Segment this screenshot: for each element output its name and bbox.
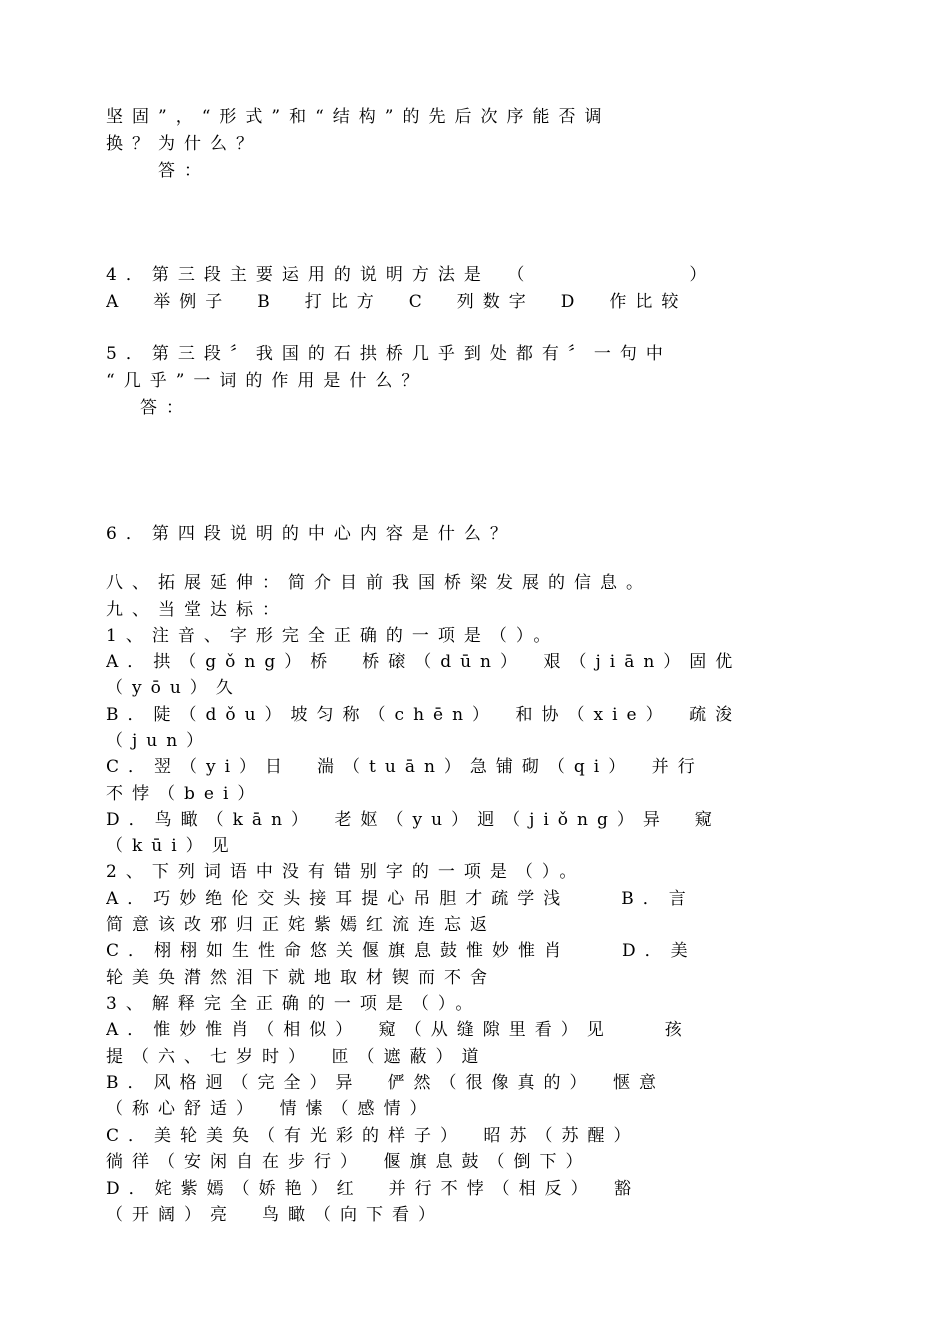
q5-line-1: 5．第三段〞我国的石拱桥几乎到处都有〞一句中: [106, 344, 672, 364]
q3-line-1: 坚固”，“形式”和“结构”的先后次序能否调: [106, 107, 611, 127]
item-1-option-d-line-1: D．鸟瞰（kān） 老妪（yu）迥（jiǒng）异 窥: [106, 810, 721, 830]
q3-line-2: 换？为什么？: [106, 134, 262, 154]
item-1-stem: 1、注音、字形完全正确的一项是（）。: [106, 626, 560, 646]
item-2-stem: 2、下列词语中没有错别字的一项是（）。: [106, 862, 586, 882]
item-2-option-cd-line-2: 轮美奂潸然泪下就地取材锲而不舍: [106, 968, 496, 988]
q4-question: 4．第三段主要运用的说明方法是 （ ）: [106, 265, 716, 285]
item-1-option-c-line-2: 不悖（bei）: [106, 784, 264, 804]
item-3-option-a-line-1: A．惟妙惟肖（相似） 窥（从缝隙里看）见 孩: [106, 1020, 691, 1040]
item-3-option-b-line-1: B．风格迥（完全）异 俨然（很像真的） 惬意: [106, 1073, 665, 1093]
item-1-option-b-line-1: B．陡（dǒu）坡匀称（chēn） 和协（xie） 疏浚: [106, 705, 742, 725]
item-1-option-b-line-2: （jun）: [106, 731, 213, 751]
q5-line-2: “几乎”一词的作用是什么？: [106, 371, 428, 391]
item-2-option-cd-line-1: C．栩栩如生性命悠关偃旗息鼓惟妙惟肖 D．美: [106, 941, 697, 961]
item-3-option-d-line-2: （开阔）亮 鸟瞰（向下看）: [106, 1205, 444, 1225]
q5-answer-label: 答：: [140, 398, 192, 418]
item-1-option-c-line-1: C．翌（yi）日 湍（tuān）急铺砌（qi） 并行: [106, 757, 704, 777]
item-1-option-d-line-2: （kūi）见: [106, 836, 238, 856]
item-1-option-a-line-2: （yōu）久: [106, 678, 242, 698]
item-3-stem: 3、解释完全正确的一项是（）。: [106, 994, 482, 1014]
item-2-option-ab-line-1: A．巧妙绝伦交头接耳提心吊胆才疏学浅 B．言: [106, 889, 695, 909]
item-1-option-a-line-1: A．拱（gǒng）桥 桥磙（dūn） 艰（jiān）固优: [106, 652, 742, 672]
item-3-option-a-line-2: 提（六、七岁时） 匝（遮蔽）道: [106, 1047, 488, 1067]
section-8-title: 八、拓展延伸：简介目前我国桥梁发展的信息。: [106, 573, 652, 593]
item-3-option-b-line-2: （称心舒适） 情愫（感情）: [106, 1099, 436, 1119]
q3-answer-label: 答：: [158, 161, 210, 181]
item-3-option-c-line-1: C．美轮美奂（有光彩的样子） 昭苏（苏醒）: [106, 1126, 640, 1146]
section-9-title: 九、当堂达标：: [106, 600, 288, 620]
q6-question: 6．第四段说明的中心内容是什么？: [106, 524, 516, 544]
item-2-option-ab-line-2: 简意该改邪归正姹紫嫣红流连忘返: [106, 915, 496, 935]
item-3-option-d-line-1: D．姹紫嫣（娇艳）红 并行不悖（相反） 豁: [106, 1179, 641, 1199]
item-3-option-c-line-2: 徜徉（安闲自在步行） 偃旗息鼓（倒下）: [106, 1152, 592, 1172]
q4-options: A 举例子 B 打比方 C 列数字 D 作比较: [106, 292, 688, 312]
